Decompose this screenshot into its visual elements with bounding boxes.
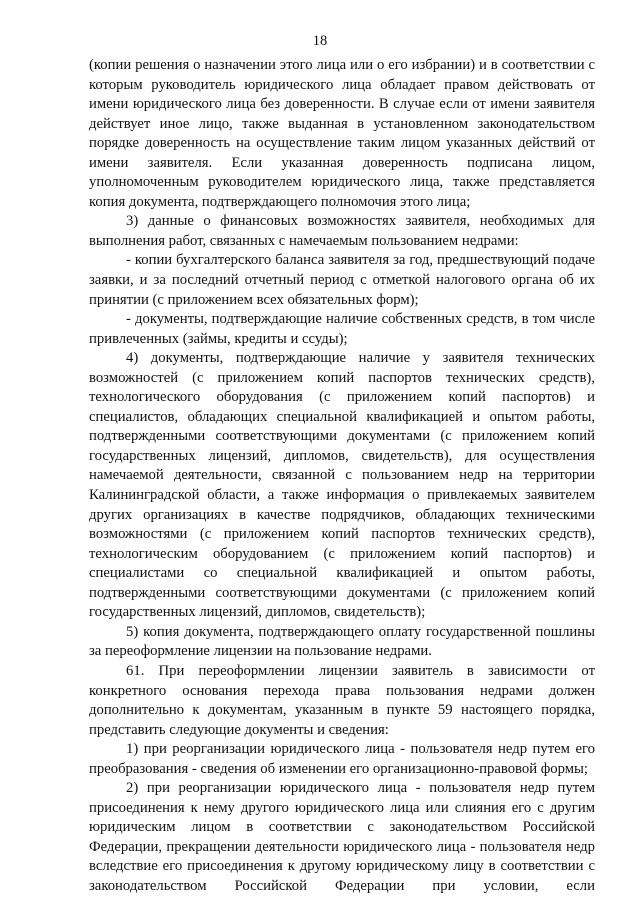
page-number: 18	[312, 33, 328, 49]
paragraph-representative-documents: (копии решения о назначении этого лица или о его избрании) и в соответствии с которым руководитель юридического лица обладает правом действовать от имени юридического лица без доверенности. В случае если от имени заявителя действует иное лицо, также выданная в установленном законодательством порядке доверенность на осуществление таким лицом указанных действий от имени заявителя. Если указанная доверенность подписана лицом, уполномоченным руководителем юридического лица, также представляется копия документа, подтверждающего полномочия этого лица;	[89, 57, 595, 210]
paragraph-item-3-financial-capabilities: 3) данные о финансовых возможностях заявителя, необходимых для выполнения работ, связанных с намечаемым пользованием недрами:	[89, 213, 595, 249]
paragraph-balance-sheet-copies: - копии бухгалтерского баланса заявителя за год, предшествующий подаче заявки, и за последний отчетный период с отметкой налогового органа об их принятии (с приложением всех обязательных форм);	[89, 252, 595, 308]
paragraph-item-1-reorganization: 1) при реорганизации юридического лица - пользователя недр путем его преобразования - сведения об изменении его организационно-правовой формы;	[89, 741, 595, 777]
paragraph-item-2-merger: 2) при реорганизации юридического лица - пользователя недр путем присоединения к нему другого юридического лица или слияния его с другим юридическим лицом в соответствии с законодательством Российской Федерации, прекращении деятельности юридического лица - пользователя недр вследствие его присоединения к другому юридическому лицу в соответствии с законодательством Российской Федерации при условии, если	[89, 780, 595, 894]
paragraph-section-61: 61. При переоформлении лицензии заявитель в зависимости от конкретного основания перехода права пользования недрами должен дополнительно к документам, указанным в пункте 59 настоящего порядка, представить следующие документы и сведения:	[89, 662, 595, 738]
paragraph-own-funds-documents: - документы, подтверждающие наличие собственных средств, в том числе привлеченных (займы, кредиты и ссуды);	[89, 311, 595, 347]
paragraph-item-5-state-duty: 5) копия документа, подтверждающего оплату государственной пошлины за переоформление лицензии на пользование недрами.	[89, 623, 595, 660]
paragraph-item-4-technical-capabilities: 4) документы, подтверждающие наличие у заявителя технических возможностей (с приложением копий паспортов технических средств), технологического оборудования (с приложением копий паспортов) и специалистов, обладающих специальной квалификацией и опытом работы, подтвержденными соответствующими документами (с приложением копий государственных лицензий, дипломов, свидетельств), для осуществления намечаемой деятельности, связанной с пользованием недр на территории Калининградской области, а также информация о привлекаемых заявителем других организациях в качестве подрядчиков, обладающих техническими возможностями (с приложением копий паспортов технических средств), технологическим оборудованием (с приложением копий паспортов) и специалистами со специальной квалификацией и опытом работы, подтвержденными соответствующими документами (с приложением копий государственных лицензий, дипломов, свидетельств);	[89, 350, 595, 621]
document-body	[89, 56, 595, 897]
